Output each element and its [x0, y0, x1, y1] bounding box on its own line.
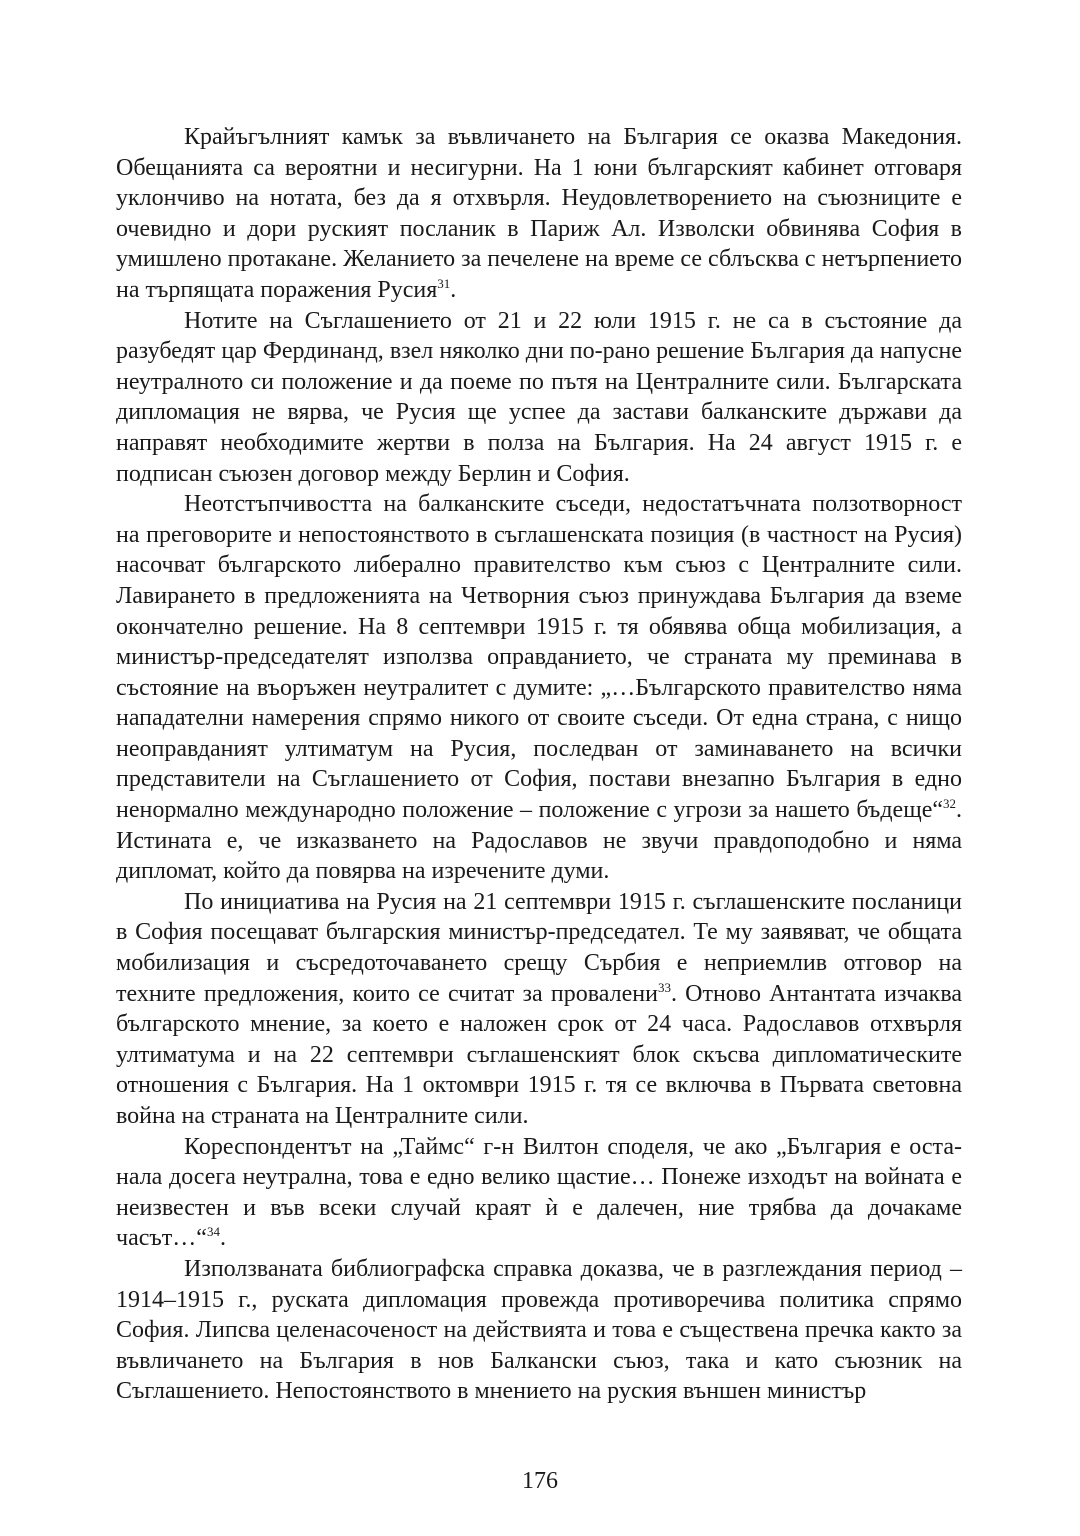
paragraph-entente-notes [116, 306, 962, 490]
paragraph-text: Кореспондентът на „Таймс“ г-н Вилтон споделя, че ако „България е останала досега неутрална, това е едно велико щастие… Понеже изходът на войната е неизвестен и във всеки случай краят ѝ е далечен, ние трябва да дочакаме часът…“ [116, 1133, 962, 1252]
footnote-ref: 32 [943, 796, 956, 812]
paragraph-text: Нотите на Съглашението от 21 и 22 юли 1915 г. не са в състояние да разубедят цар Фердинанд, взел няколко дни по-рано решение България да напусне неутралното си положение и да поеме по пътя на Централните сили. Българската дипломация не вярва, че Русия ще успее да застави балканските държави да направят необходимите жертви в полза на България. На 24 август 1915 г. е подписан съюзен договор между Берлин и София. [116, 307, 962, 487]
footnote-ref: 31 [437, 275, 451, 291]
paragraph-text: Неотстъпчивостта на балканските съседи, недостатъчната ползотворност на преговорите и непостоянството в съглашенската позиция (в частност на Русия) насочват българското либерално правителство към съюз с Централните сили. Лавирането в предложенията на Четворния съюз принуждава България да вземе окончателно решение. На 8 септември 1915 г. тя обявява обща мобилизация, а министър-председателят използва оправданието, че страната му преминава в състояние на въоръжен неутралитет с думите: „…Българското правителство няма нападателни намерения спрямо никого от своите съседи. От една страна, с нищо неоправданият ултиматум на Русия, последван от заминаването на всички представители на Съглашението от София, постави внезапно България в едно ненормално международно положение – положение с угрози за нашето бъдеще“ [116, 491, 962, 824]
footnote-ref: 34 [206, 1224, 220, 1240]
paragraph-text-tail: . [219, 1225, 226, 1252]
paragraph-ultimatum [116, 887, 962, 1132]
paragraph-text: Крайъгълният камък за въвличането на България се оказва Македония. Обещанията са вероятни и несигурни. На 1 юни българският кабинет отговаря уклончиво на нотата, без да я отхвърля. Неудовлетворението на съюзниците е очевидно и дори руският посланик в Париж Ал. Изволски обвинява София в умишлено протакане. Желанието за печелене на време се сблъсква с нетърпението на търпящата поражения Русия [116, 124, 962, 303]
paragraph-conclusion [116, 1254, 962, 1407]
paragraph-text-tail: . Истината е, че изказването на Радославов не звучи правдоподобно и няма дипломат, който да повярва на изречените думи. [116, 797, 962, 885]
page-body [116, 122, 962, 1407]
footnote-ref: 33 [657, 979, 671, 995]
paragraph-text-tail: . Отново Антантата изчаква българското мнение, за което е наложен срок от 24 часа. Радославов отхвърля ултиматума и на 22 септември съглашенският блок скъсва дипломатическите отношения с България. На 1 октомври 1915 г. тя се включва в Първата световна война на страната на Централните сили. [116, 980, 962, 1129]
paragraph-text-tail: . [450, 276, 457, 303]
paragraph-text: Използваната библиографска справка доказва, че в разглеждания период – 1914–1915 г., руската дипломация провежда противоречива политика спрямо София. Липсва целенасоченост на действията и това е съществена пречка както за въвличането на България в нов Балкански съюз, така и като съюзник на Съглашението. Непостоянството в мнението на руския външен министър [116, 1255, 962, 1405]
page-number: 176 [522, 1468, 558, 1494]
paragraph-macedonia [116, 122, 962, 306]
paragraph-mobilization [116, 489, 962, 887]
paragraph-times-correspondent [116, 1132, 962, 1254]
paragraph-text: По инициатива на Русия на 21 септември 1915 г. съглашенските посланици в София посещават българския министър-председател. Те му заявяват, че общата мобилизация и съсредоточаването срещу Сърбия е неприемлив отговор на техните предложения, които се считат за провалени [116, 888, 962, 1007]
